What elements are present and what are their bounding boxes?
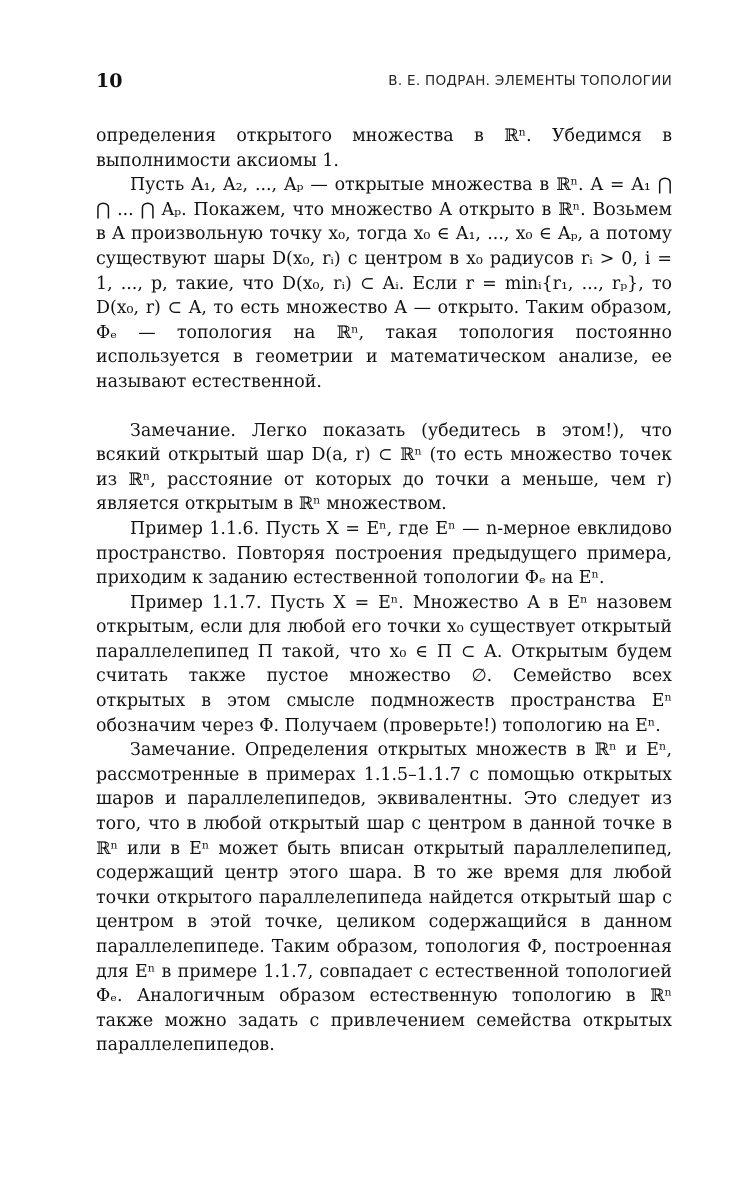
- paragraph-remark-1: Замечание. Легко показать (убедитесь в этом!), что всякий открытый шар D(a, r) ⊂ ℝⁿ (то есть множество точек из ℝⁿ, расстояние от которых до точки a меньше, чем r) является открытым в ℝⁿ множеством.: [96, 420, 672, 515]
- page-number: 10: [96, 70, 123, 92]
- paragraph-example-1-1-6: Пример 1.1.6. Пусть X = Eⁿ, где Eⁿ — n-мерное евклидово пространство. Повторяя построения предыдущего примера, приходим к заданию естественной топологии Φₑ на Eⁿ.: [96, 518, 672, 589]
- paragraph-remark-2: Замечание. Определения открытых множеств в ℝⁿ и Eⁿ, рассмотренные в примерах 1.1.5–1.1.7 с помощью открытых шаров и параллелепипедов, эквивалентны. Это следует из того, что в любой открытый шар с центром в данной точке в ℝⁿ или в Eⁿ может быть вписан открытый параллелепипед, содержащий центр этого шара. В то же время для любой точки открытого параллелепипеда найдется открытый шар с центром в этой точке, целиком содержащийся в данном параллелепипеде. Таким образом, топология Φ, построенная для Eⁿ в примере 1.1.7, совпадает с естественной топологией Φₑ. Аналогичным образом естественную топологию в ℝⁿ также можно задать с привлечением семейства открытых параллелепипедов.: [96, 740, 672, 1056]
- page-header: [96, 70, 672, 100]
- paragraph-proof: Пусть A₁, A₂, ..., Aₚ — открытые множества в ℝⁿ. A = A₁ ⋂ ⋂ ... ⋂ Aₚ. Покажем, что множество A открыто в ℝⁿ. Возьмем в A произвольную точку x₀, тогда x₀ ∈ A₁, ..., x₀ ∈ Aₚ, а потому существуют шары D(x₀, rᵢ) с центром в x₀ радиусов rᵢ > 0, i = 1, ..., p, такие, что D(x₀, rᵢ) ⊂ Aᵢ. Если r = minᵢ{r₁, ..., rₚ}, то D(x₀, r) ⊂ A, то есть множество A — открыто. Таким образом, Φₑ — топология на ℝⁿ, такая топология постоянно используется в геометрии и математическом анализе, ее называют естественной.: [96, 175, 672, 392]
- page-body: [96, 124, 672, 1058]
- paragraph-continuation: определения открытого множества в ℝⁿ. Убедимся в выполнимости аксиомы 1.: [96, 126, 672, 171]
- paragraph-example-1-1-7: Пример 1.1.7. Пусть X = Eⁿ. Множество A в Eⁿ назовем открытым, если для любой его точки x₀ существует открытый параллелепипед Π такой, что x₀ ∈ Π ⊂ A. Открытым будем считать также пустое множество ∅. Семейство всех открытых в этом смысле подмножеств пространства Eⁿ обозначим через Φ. Получаем (проверьте!) топологию на Eⁿ.: [96, 592, 672, 736]
- running-title: В. Е. ПОДРАН. ЭЛЕМЕНТЫ ТОПОЛОГИИ: [388, 73, 672, 89]
